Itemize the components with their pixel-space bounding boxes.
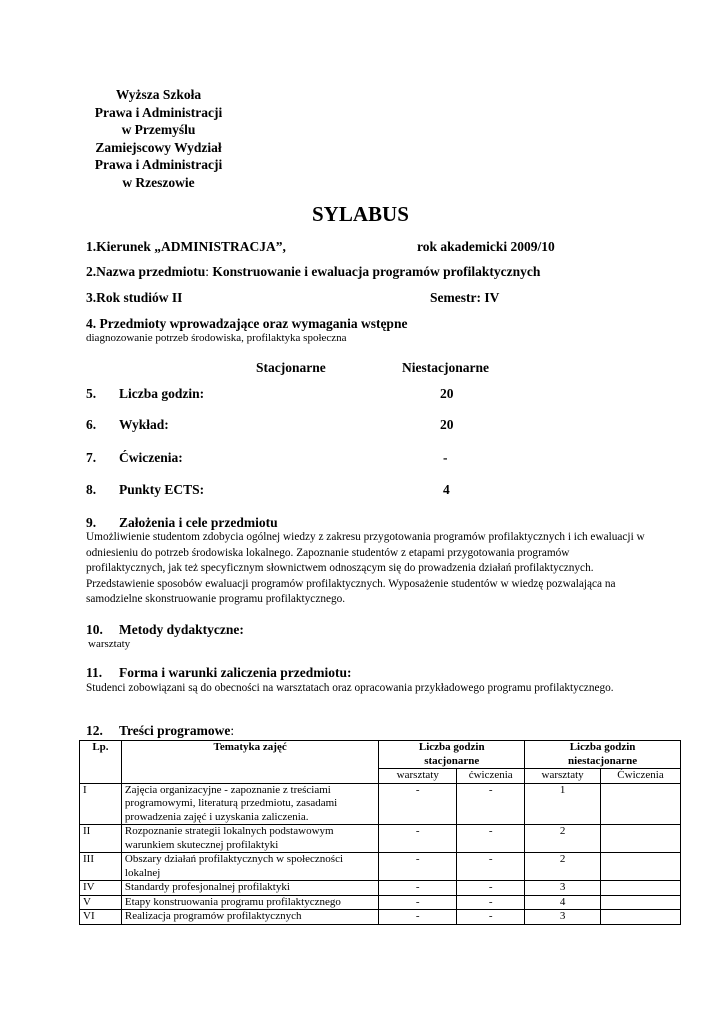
hours-value: 20 [440, 386, 454, 401]
table-row [80, 881, 681, 896]
row-s-workshops: - [379, 895, 457, 910]
assessment-heading: Forma i warunki zaliczenia przedmiotu: [119, 665, 352, 680]
field-prerequisites: 4. Przedmioty wprowadzające oraz wymagania wstępne [86, 316, 408, 331]
row-lp: III [80, 853, 122, 881]
row-lp: IV [80, 881, 122, 896]
row-n-exercises [601, 910, 681, 925]
exercises-label: Ćwiczenia: [119, 450, 183, 465]
assessment-num: 11. [86, 665, 103, 680]
institution-header [86, 86, 231, 191]
table-header-row [80, 741, 681, 769]
row-lp: II [80, 825, 122, 853]
row-n-exercises [601, 895, 681, 910]
subheader-n-workshops: warsztaty [525, 769, 601, 784]
header-stationary-line2: stacjonarne [424, 754, 480, 767]
institution-line: Wyższa Szkoła [115, 87, 202, 102]
program-content-table [79, 740, 681, 925]
row-n-workshops: 2 [525, 825, 601, 853]
content-num: 12. [86, 723, 103, 738]
row-topic: Standardy profesjonalnej profilaktyki [121, 881, 378, 896]
institution-line: w Przemyślu [121, 122, 196, 137]
row-topic: Zajęcia organizacyjne - zapoznanie z treściami programowymi, literaturą przedmiotu, zasadami prowadzenia zajęć i uzyskania zaliczenia. [121, 783, 378, 825]
prerequisites-text: diagnozowanie potrzeb środowiska, profilaktyka społeczna [86, 332, 347, 344]
institution-line: Zamiejscowy Wydział [95, 139, 222, 155]
course-name-colon: : [205, 264, 209, 279]
header-topic: Tematyka zajęć [121, 741, 378, 784]
hours-label: Liczba godzin: [119, 386, 205, 401]
header-stationary [379, 741, 525, 769]
header-lp: Lp. [80, 741, 122, 784]
subheader-n-exercises: Ćwiczenia [601, 769, 681, 784]
table-row [80, 783, 681, 825]
field-academic-year: rok akademicki 2009/10 [417, 239, 555, 254]
row-n-workshops: 4 [525, 895, 601, 910]
row-n-workshops: 1 [525, 783, 601, 825]
row-s-exercises: - [457, 853, 525, 881]
row-lp: V [80, 895, 122, 910]
field-course-name [86, 264, 540, 280]
hours-num: 5. [86, 386, 97, 401]
row-s-exercises: - [457, 825, 525, 853]
methods-heading: Metody dydaktyczne: [119, 622, 244, 637]
goals-num: 9. [86, 515, 97, 530]
row-lp: I [80, 783, 122, 825]
row-s-workshops: - [379, 783, 457, 825]
row-topic: Rozpoznanie strategii lokalnych podstawowym warunkiem skutecznej profilaktyki [121, 825, 378, 853]
field-study-year: 3.Rok studiów II [86, 290, 183, 305]
institution-line: w Rzeszowie [122, 174, 195, 190]
content-heading [119, 723, 234, 739]
row-s-exercises: - [457, 895, 525, 910]
table-row [80, 910, 681, 925]
header-nonstationary [525, 741, 681, 769]
ects-value: 4 [443, 482, 450, 497]
row-n-workshops: 2 [525, 853, 601, 881]
lecture-label: Wykład: [119, 417, 169, 432]
ects-num: 8. [86, 482, 97, 497]
row-topic: Obszary działań profilaktycznych w społeczności lokalnej [121, 853, 378, 881]
row-s-workshops: - [379, 853, 457, 881]
field-major: 1.Kierunek „ADMINISTRACJA”, [86, 239, 286, 254]
content-heading-label: Treści programowe [119, 723, 231, 738]
subheader-s-exercises: ćwiczenia [457, 769, 525, 784]
lecture-num: 6. [86, 417, 97, 432]
table-row [80, 895, 681, 910]
exercises-num: 7. [86, 450, 97, 465]
row-s-workshops: - [379, 881, 457, 896]
methods-text: warsztaty [88, 638, 131, 650]
institution-line: Prawa i Administracji [94, 157, 223, 172]
ects-label: Punkty ECTS: [119, 482, 205, 497]
row-n-exercises [601, 853, 681, 881]
table-row [80, 853, 681, 881]
row-n-workshops: 3 [525, 910, 601, 925]
field-semester: Semestr: IV [430, 290, 500, 305]
row-n-exercises [601, 783, 681, 825]
header-nonstationary-line2: niestacjonarne [568, 754, 638, 767]
goals-text: Umożliwienie studentom zdobycia ogólnej wiedzy z zakresu przygotowania programów profilaktycznych i ich ewaluacji w odniesieniu do potrzeb środowiska lokalnego. Zapoznanie studentów z etapami przygotowania programów profilaktycznych, jak też specyficznym słownictwem odnoszącym się do prowadzenia działań profilaktycznych. Przedstawienie sposobów ewaluacji programów profilaktycznych. Wyposażenie studentów w wiedzę pozwalająca na samodzielne skonstruowanie programu profilaktycznego. [86, 531, 645, 605]
row-s-exercises: - [457, 783, 525, 825]
row-s-workshops: - [379, 910, 457, 925]
header-stationary-line1: Liczba godzin [418, 741, 485, 753]
content-heading-colon: : [230, 723, 235, 738]
exercises-value: - [443, 450, 448, 465]
page-title: SYLABUS [312, 202, 409, 226]
row-s-workshops: - [379, 825, 457, 853]
row-n-exercises [601, 881, 681, 896]
course-name-value: Konstruowanie i ewaluacja programów profilaktycznych [209, 264, 541, 279]
goals-heading: Założenia i cele przedmiotu [119, 515, 278, 530]
lecture-value: 20 [440, 417, 454, 432]
column-stationary: Stacjonarne [256, 360, 326, 375]
row-topic: Etapy konstruowania programu profilaktycznego [121, 895, 378, 910]
row-n-exercises [601, 825, 681, 853]
row-n-workshops: 3 [525, 881, 601, 896]
header-nonstationary-line1: Liczba godzin [569, 741, 636, 753]
column-nonstationary: Niestacjonarne [402, 360, 489, 375]
row-topic: Realizacja programów profilaktycznych [121, 910, 378, 925]
row-lp: VI [80, 910, 122, 925]
table-row [80, 825, 681, 853]
course-name-label: 2.Nazwa przedmiotu [86, 264, 206, 279]
assessment-text: Studenci zobowiązani są do obecności na warsztatach oraz opracowania przykładowego programu profilaktycznego. [86, 682, 614, 694]
row-s-exercises: - [457, 881, 525, 896]
row-s-exercises: - [457, 910, 525, 925]
methods-num: 10. [86, 622, 103, 637]
subheader-s-workshops: warsztaty [379, 769, 457, 784]
institution-line: Prawa i Administracji [94, 104, 223, 120]
